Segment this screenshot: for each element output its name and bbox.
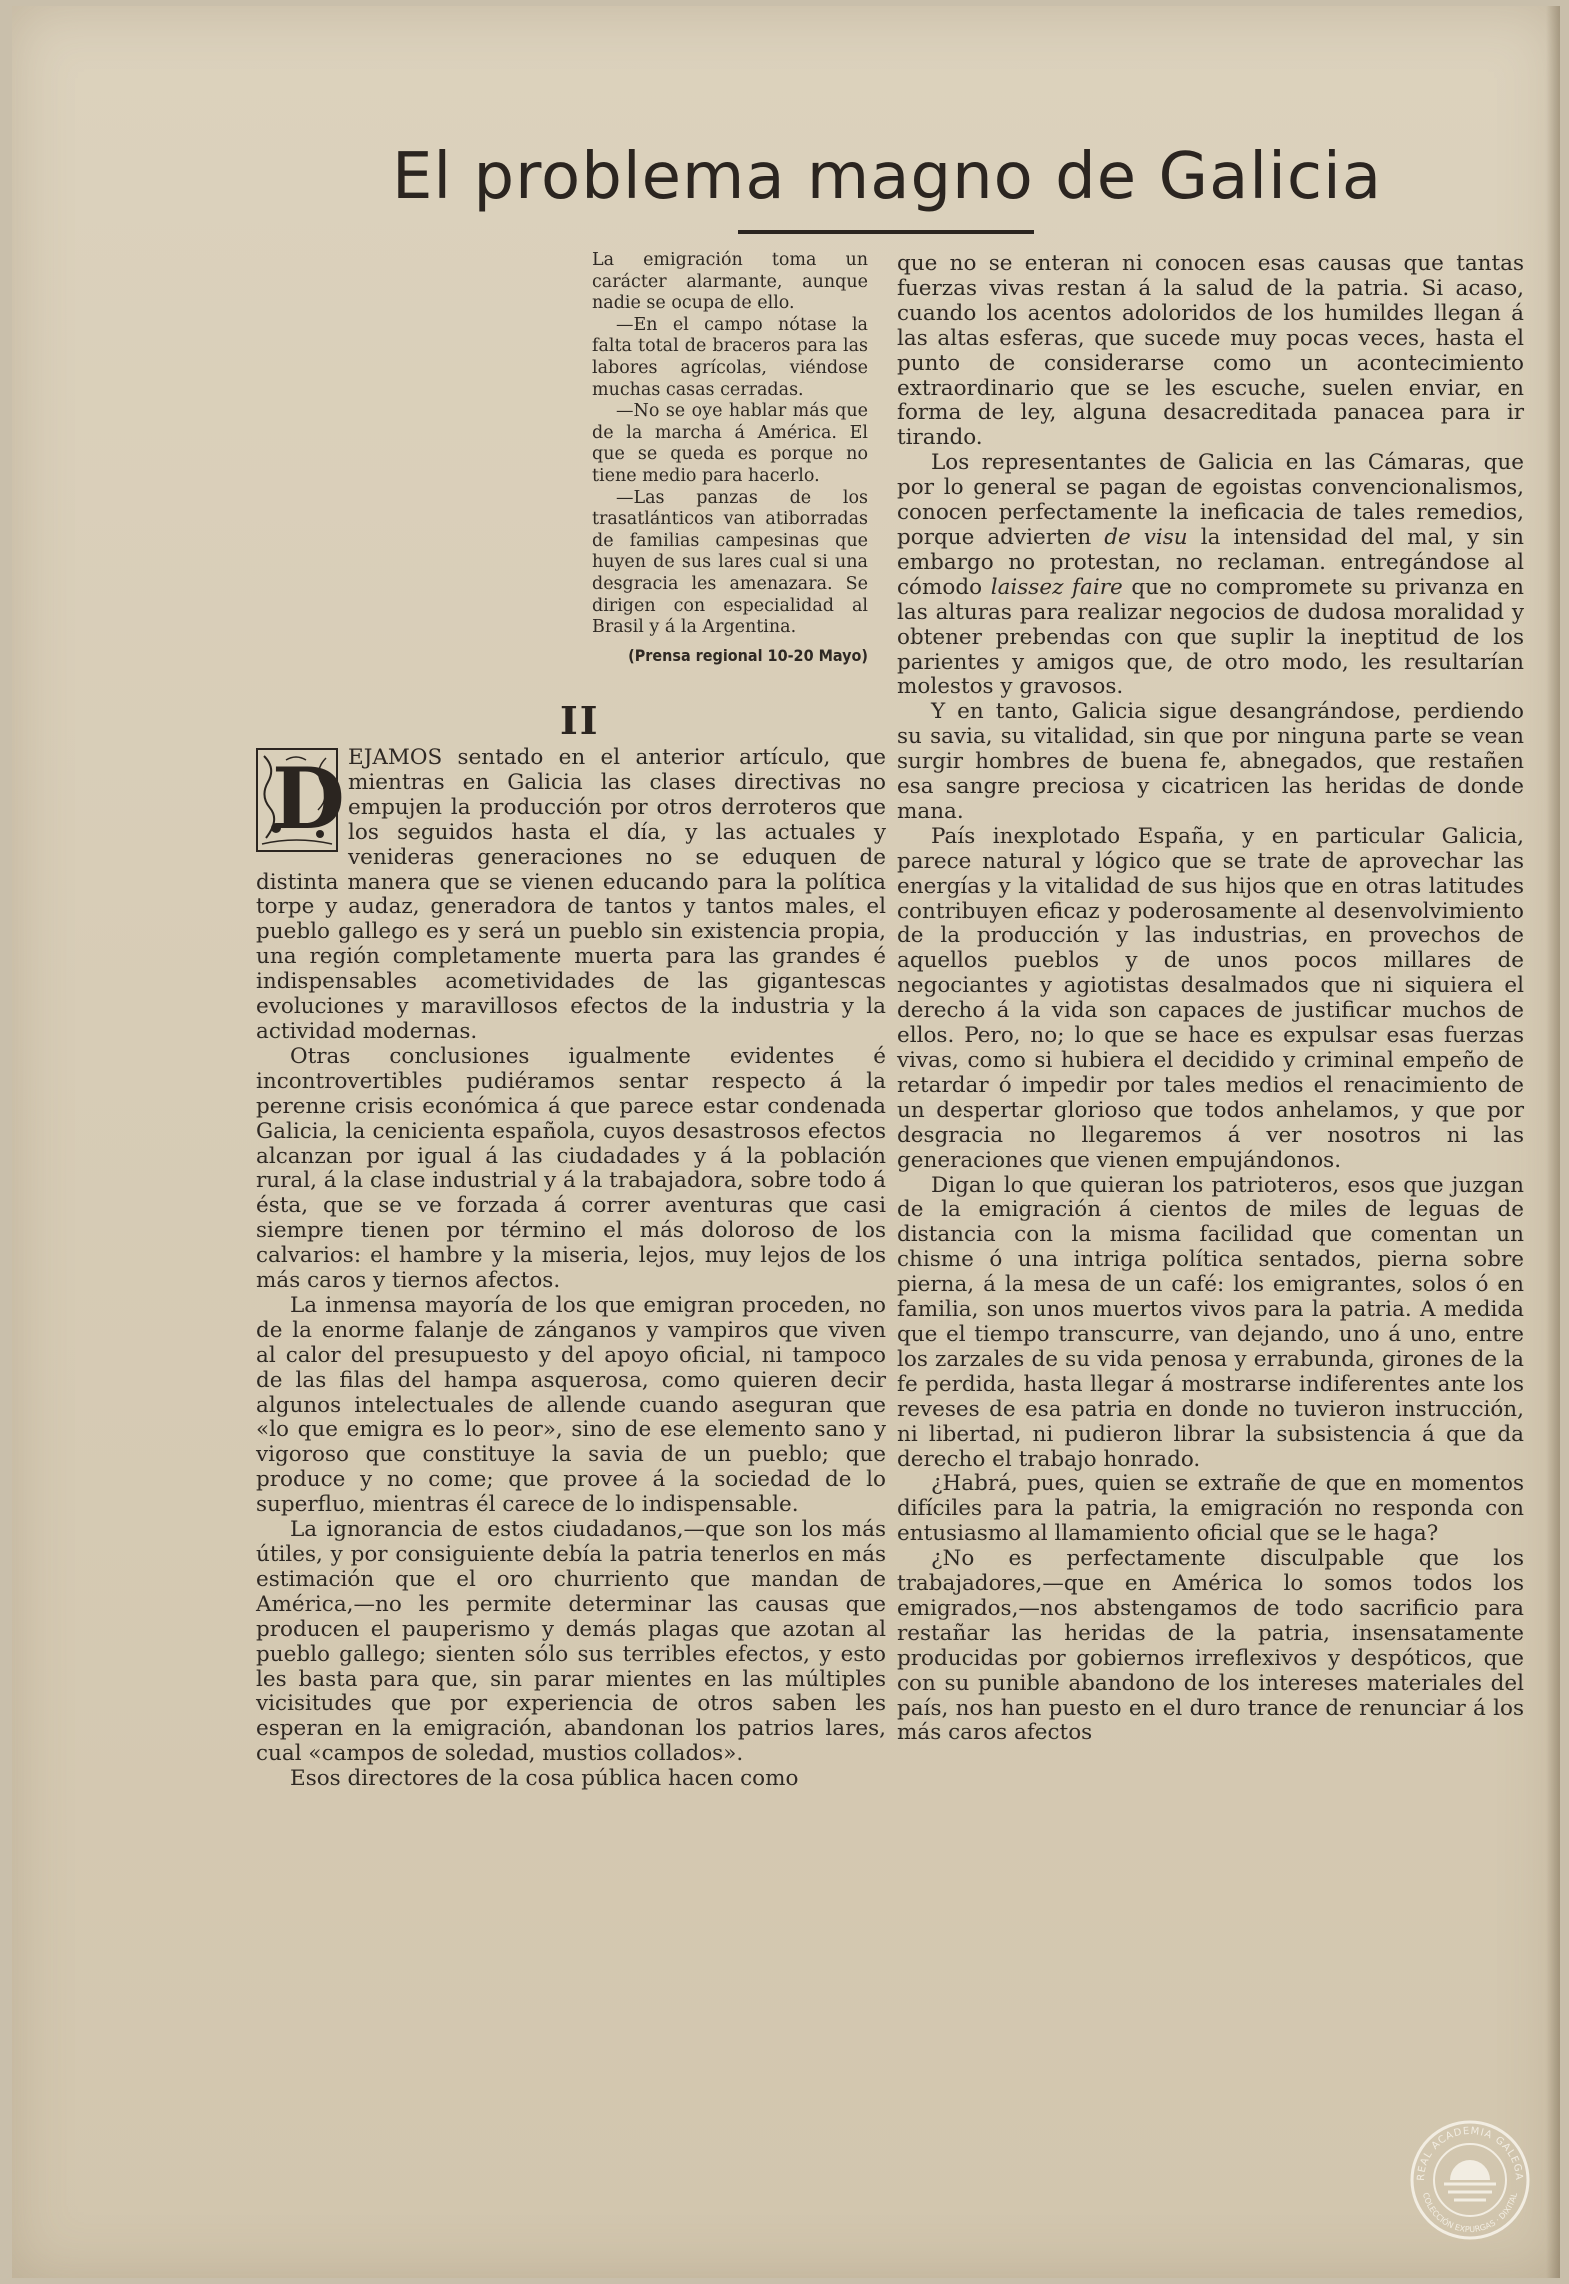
first-word: EJAMOS [348, 745, 443, 770]
title-underline [738, 230, 1034, 234]
article-title: El problema magno de Galicia [391, 140, 1383, 214]
body-paragraph: Y en tanto, Galicia sigue desangrándose, perdiendo su savia, su vitalidad, sin que por ninguna parte se vean surgir hombres de buena fe, abnegados, que restañen esa sangre preciosa y cicatricen las heridas de donde mana. [897, 699, 1524, 824]
page-edge-shadow [1546, 6, 1560, 2278]
italic-phrase: de visu [1104, 524, 1188, 550]
epigraph-paragraph: La emigración toma un carácter alarmante, aunque nadie se ocupa de ello. [592, 250, 868, 314]
body-paragraph: Esos directores de la cosa pública hacen como [290, 1766, 799, 1792]
first-paragraph-text: sentado en el anterior artículo, que mientras en Galicia las clases directivas no empujen la producción por otros derroteros que los seguidos hasta el día, y las actuales y venideras generaciones no se eduquen de distinta manera que se vienen educando para la política torpe y audaz, generadora de tantos y tantos males, el pueblo gallego es y será un pueblo sin existencia propia, una región completamente muerta para las grandes é indispensables acometividades de las gigantescas evoluciones y maravillosos efectos de la industria y la actividad modernas. [256, 745, 886, 1044]
epigraph [592, 250, 868, 666]
body-paragraph: La ignorancia de estos ciudadanos,—que son los más útiles, y por consiguiente debía la patria tenerlos en más estimación que el oro churriento que mandan de América,—no les permite determinar las causas que producen el pauperismo y demás plagas que azotan al pueblo gallego; sienten sólo sus terribles efectos, y esto les basta para que, sin parar mientes en las múltiples vicisitudes que por experiencia de otros saben les esperan en la emigración, abandonan los patrios lares, cual «campos de soledad, mustios collados». [256, 1517, 886, 1767]
ornamental-dropcap [256, 748, 345, 852]
body-paragraph: País inexplotado España, y en particular Galicia, parece natural y lógico que se trate de aprovechar las energías y la vitalidad de sus hijos que en otras latitudes contribuyen eficaz y poderosamente al desenvolvimiento de la producción y las industrias, en provechos de aquellos pueblos y de unos pocos millares de negociantes y agiotistas desalmados que ni siquiera el derecho á la vida son capaces de justificar muchos de ellos. Pero, no; lo que se hace es expulsar esas fuerzas vivas, como si hubiera el decidido y criminal empeño de retardar ó impedir por tales medios el renacimiento de un despertar glorioso que todos anhelamos, y que por desgracia no llegaremos á ver nosotros ni las generaciones que vienen empujándonos. [897, 823, 1524, 1173]
text-run: que no compromete su privanza en las alturas para realizar negocios de dudosa moralidad y obtener prebendas con que suplir la ineptitud de los parientes y amigos que, de otro modo, les resultarían molestos y gravosos. [897, 574, 1524, 700]
seal-bottom-text: COLECCIÓN EXPURGAS · DIXITAL [1420, 2191, 1520, 2235]
epigraph-source: (Prensa regional 10-20 Mayo) [628, 645, 868, 665]
opening-paragraph [256, 746, 886, 1045]
left-column [256, 746, 886, 1792]
body-paragraph: ¿No es perfectamente disculpable que los trabajadores,—que en América lo somos todos los emigrados,—nos abstengamos de todo sacrificio para restañar las heridas de la patria, insensatamente producidas por gobiernos irreflexivos y despóticos, que con su punible abandono de los intereses materiales del país, nos han puesto en el duro trance de renunciar á los más caros afectos [897, 1546, 1524, 1746]
epigraph-paragraph: —No se oye hablar más que de la marcha á América. El que se queda es porque no tiene medio para hacerlo. [592, 401, 868, 486]
italic-phrase: laissez faire [990, 574, 1123, 600]
body-paragraph: ¿Habrá, pues, quien se extrañe de que en momentos difíciles para la patria, la emigración no responda con entusiasmo al llamamiento oficial que se le haga? [897, 1471, 1524, 1547]
seal-top-text: REAL ACADEMIA GALEGA [1415, 2125, 1525, 2182]
section-number: II [560, 698, 600, 743]
body-paragraph: La inmensa mayoría de los que emigran proceden, no de la enorme falanje de zánganos y vampiros que viven al calor del presupuesto y del apoyo oficial, ni tampoco de las filas del hampa asquerosa, como quieren decir algunos intelectuales de allende cuando aseguran que «lo que emigra es lo peor», sino de ese elemento sano y vigoroso que constituye la savia de un pueblo; que produce y no come; que provee á la sociedad de lo superfluo, mientras él carece de lo indispensable. [256, 1292, 886, 1518]
body-paragraph: Digan lo que quieran los patrioteros, esos que juzgan de la emigración á cientos de miles de leguas de distancia con la misma facilidad que comentan un chisme ó una intriga política sentados, pierna sobre pierna, á la mesa de un café: los emigrantes, solos ó en familia, son unos muertos vivos para la patria. A medida que el tiempo transcurre, van dejando, uno á uno, entre los zarzales de su vida penosa y errabunda, girones de la fe perdida, hasta llegar á mostrarse indiferentes ante los reveses de esa patria en donde no tuvieron instrucción, ni libertad, ni pudieron librar la subsistencia á que da derecho el trabajo honrado. [897, 1172, 1524, 1472]
right-column [897, 252, 1524, 1746]
text-run: Los representantes de Galicia en las Cámaras, que por lo general se pagan de egoistas convencionalismos, conocen perfectamente la ineficacia de tales remedios, porque advierten [897, 450, 1524, 550]
academy-seal-icon [1408, 2118, 1532, 2242]
text-run: la intensidad del mal, y sin embargo no protestan, no reclaman. entregándose al cómodo [897, 524, 1524, 600]
epigraph-paragraph: —En el campo nótase la falta total de braceros para las labores agrícolas, viéndose muchas casas cerradas. [592, 314, 868, 400]
dropcap-letter: D [272, 749, 345, 848]
body-paragraph: Otras conclusiones igualmente evidentes é incontrovertibles pudiéramos sentar respecto á la perenne crisis económica á que parece estar condenada Galicia, la cenicienta española, cuyos desastrosos efectos alcanzan por igual á las ciudadades y á la población rural, á la clase industrial y á la trabajadora, sobre todo á ésta, que se ve forzada á correr aventuras que casi siempre tienen por término el más doloroso de los calvarios: el hambre y la miseria, lejos, muy lejos de los más caros y tiernos afectos. [256, 1043, 886, 1294]
epigraph-paragraph: —Las panzas de los trasatlánticos van atiborradas de familias campesinas que huyen de sus lares cual si una desgracia les amenazara. Se dirigen con especialidad al Brasil y á la Argentina. [592, 487, 868, 638]
continuation-paragraph: que no se enteran ni conocen esas causas que tantas fuerzas vivas restan á la salud de la patria. Si acaso, cuando los acentos adoloridos de los humildes llegan á las altas esferas, que sucede muy pocas veces, hasta el punto de considerarse como un acontecimiento extraordinario que se les escuche, suelen enviar, en forma de ley, alguna desacreditada panacea para ir tirando. [897, 251, 1524, 451]
body-paragraph [897, 451, 1524, 700]
